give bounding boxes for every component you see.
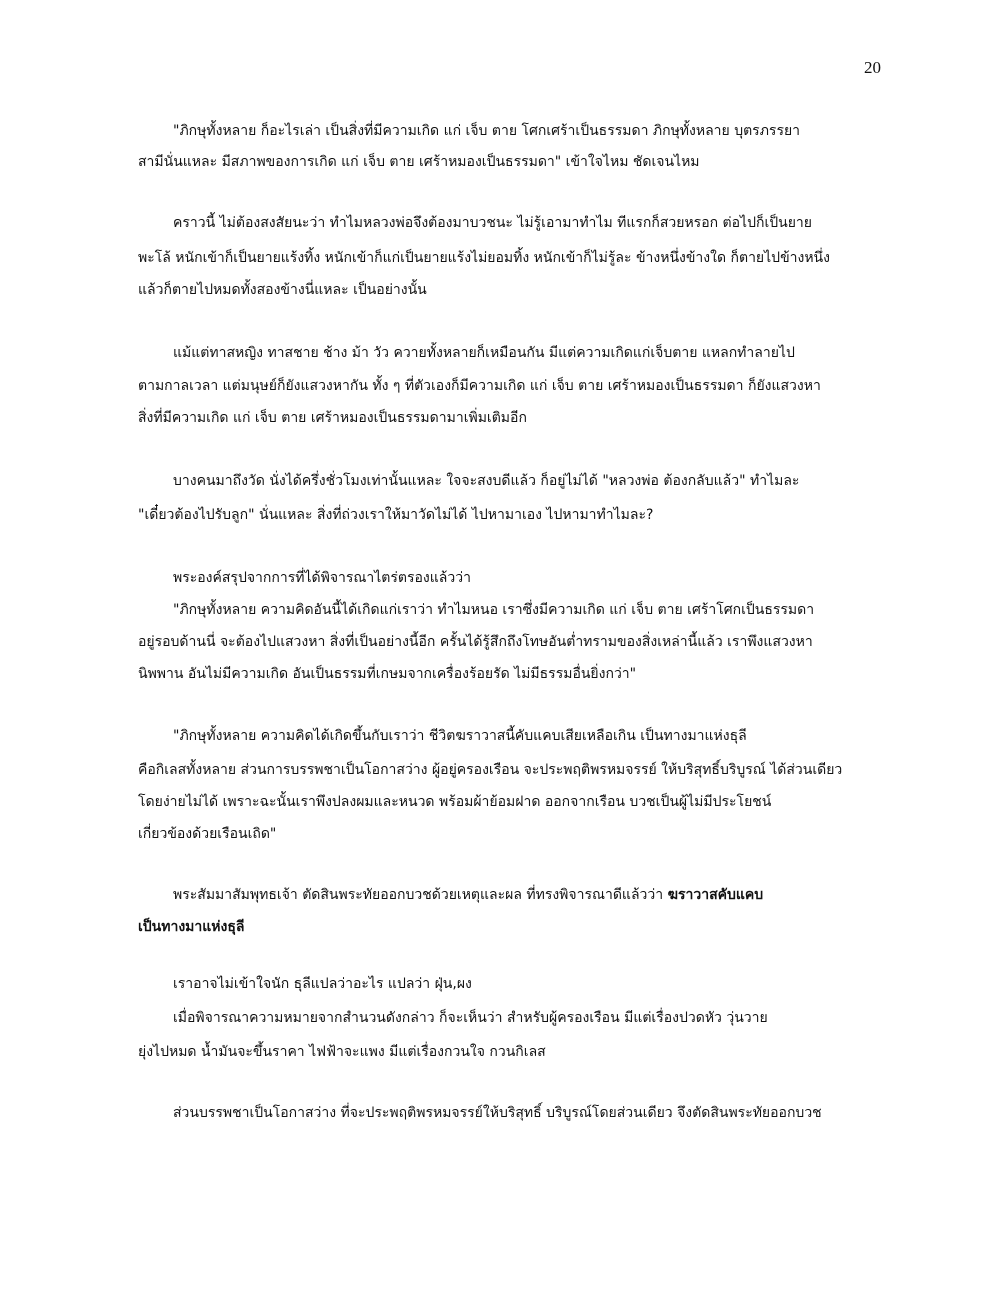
paragraph-4-line-1: บางคนมาถึงวัด นั่งได้ครึ่งชั่วโมงเท่านั้นแหละ ใจจะสงบดีแล้ว ก็อยู่ไม่ได้ "หลวงพ่อ ต้องกลับแล้ว" ทำไมละ [173,473,800,489]
paragraph-6-line-3: โดยง่ายไม่ได้ เพราะฉะนั้นเราพึงปลงผมและหนวด พร้อมผ้าย้อมฝาด ออกจากเรือน บวชเป็นผู้ไม่มีประโยชน์ [138,794,772,810]
paragraph-5-line-4: นิพพาน อันไม่มีความเกิด อันเป็นธรรมที่เกษมจากเครื่องร้อยรัด ไม่มีธรรมอื่นยิ่งกว่า" [138,666,637,682]
paragraph-8-line-1: เราอาจไม่เข้าใจนัก ธุลีแปลว่าอะไร แปลว่า ฝุ่น,ผง [173,976,472,992]
paragraph-5-line-1: พระองค์สรุปจากการที่ได้พิจารณาไตร่ตรองแล้วว่า [173,570,471,586]
paragraph-6-line-1: "ภิกษุทั้งหลาย ความคิดได้เกิดขึ้นกับเราว่า ชีวิตฆราวาสนี้คับแคบเสียเหลือเกิน เป็นทางมาแห่งธุลี [173,728,747,744]
paragraph-3-line-2: ตามกาลเวลา แต่มนุษย์ก็ยังแสวงหากัน ทั้ง ๆ ที่ตัวเองก็มีความเกิด แก่ เจ็บ ตาย เศร้าหมองเป็นธรรมดา ก็ยังแสวงหา [138,378,821,394]
paragraph-3-line-3: สิ่งที่มีความเกิด แก่ เจ็บ ตาย เศร้าหมองเป็นธรรมดามาเพิ่มเติมอีก [138,410,527,426]
paragraph-7-emphasis: ฆราวาสคับแคบ [667,887,764,903]
paragraph-8-line-2: เมื่อพิจารณาความหมายจากสำนวนดังกล่าว ก็จะเห็นว่า สำหรับผู้ครองเรือน มีแต่เรื่องปวดหัว วุ่นวาย [173,1010,768,1026]
paragraph-6-line-2: คือกิเลสทั้งหลาย ส่วนการบรรพชาเป็นโอกาสว่าง ผู้อยู่ครองเรือน จะประพฤติพรหมจรรย์ ให้บริสุทธิ์บริบูรณ์ ได้ส่วนเดียว [138,762,843,778]
paragraph-7-text: พระสัมมาสัมพุทธเจ้า ตัดสินพระทัยออกบวชด้วยเหตุและผล ที่ทรงพิจารณาดีแล้วว่า [173,887,664,903]
paragraph-9-line-1: ส่วนบรรพชาเป็นโอกาสว่าง ที่จะประพฤติพรหมจรรย์ให้บริสุทธิ์ บริบูรณ์โดยส่วนเดียว จึงตัดสินพระทัยออกบวช [173,1105,822,1121]
paragraph-6-line-4: เกี่ยวข้องด้วยเรือนเถิด" [138,826,277,842]
paragraph-8-line-3: ยุ่งไปหมด น้ำมันจะขึ้นราคา ไฟฟ้าจะแพง มีแต่เรื่องกวนใจ กวนกิเลส [138,1044,546,1060]
paragraph-2-line-2: พะโล้ หนักเข้าก็เป็นยายแร้งทิ้ง หนักเข้าก็แก่เป็นยายแร้งไม่ยอมทิ้ง หนักเข้าก็ไม่รู้ละ ข้างหนึ่งข้างใด ก็ตายไปข้างหนึ่ง [138,250,830,266]
paragraph-3-line-1: แม้แต่ทาสหญิง ทาสชาย ช้าง ม้า วัว ควายทั้งหลายก็เหมือนกัน มีแต่ความเกิดแก่เจ็บตาย แหลกทำลายไป [173,345,795,361]
paragraph-2-line-3: แล้วก็ตายไปหมดทั้งสองข้างนี่แหละ เป็นอย่างนั้น [138,282,427,298]
paragraph-2-line-1: คราวนี้ ไม่ต้องสงสัยนะว่า ทำไมหลวงพ่อจึงต้องมาบวชนะ ไม่รู้เอามาทำไม ทีแรกก็สวยหรอก ต่อไปก็เป็นยาย [173,215,812,231]
page-number: 20 [864,58,881,77]
paragraph-5-line-2: "ภิกษุทั้งหลาย ความคิดอันนี้ได้เกิดแก่เราว่า ทำไมหนอ เราซึ่งมีความเกิด แก่ เจ็บ ตาย เศร้าโศกเป็นธรรมดา [173,602,815,618]
paragraph-7-line-2: เป็นทางมาแห่งธุลี [138,919,245,935]
paragraph-1-line-2: สามีนั่นแหละ มีสภาพของการเกิด แก่ เจ็บ ตาย เศร้าหมองเป็นธรรมดา" เข้าใจไหม ชัดเจนไหม [138,154,700,170]
paragraph-4-line-2: "เดี๋ยวต้องไปรับลูก" นั่นแหละ สิ่งที่ถ่วงเราให้มาวัดไม่ได้ ไปหามาเอง ไปหามาทำไมละ? [138,507,654,523]
paragraph-1-line-1: "ภิกษุทั้งหลาย ก็อะไรเล่า เป็นสิ่งที่มีความเกิด แก่ เจ็บ ตาย โศกเศร้าเป็นธรรมดา ภิกษุทั้งหลาย บุตรภรรยา [173,123,801,139]
paragraph-5-line-3: อยู่รอบด้านนี่ จะต้องไปแสวงหา สิ่งที่เป็นอย่างนี้อีก ครั้นได้รู้สึกถึงโทษอันต่ำทรามของสิ่งเหล่านี้แล้ว เราพึงแสวงหา [138,634,813,650]
paragraph-7-line-1 [173,885,763,905]
